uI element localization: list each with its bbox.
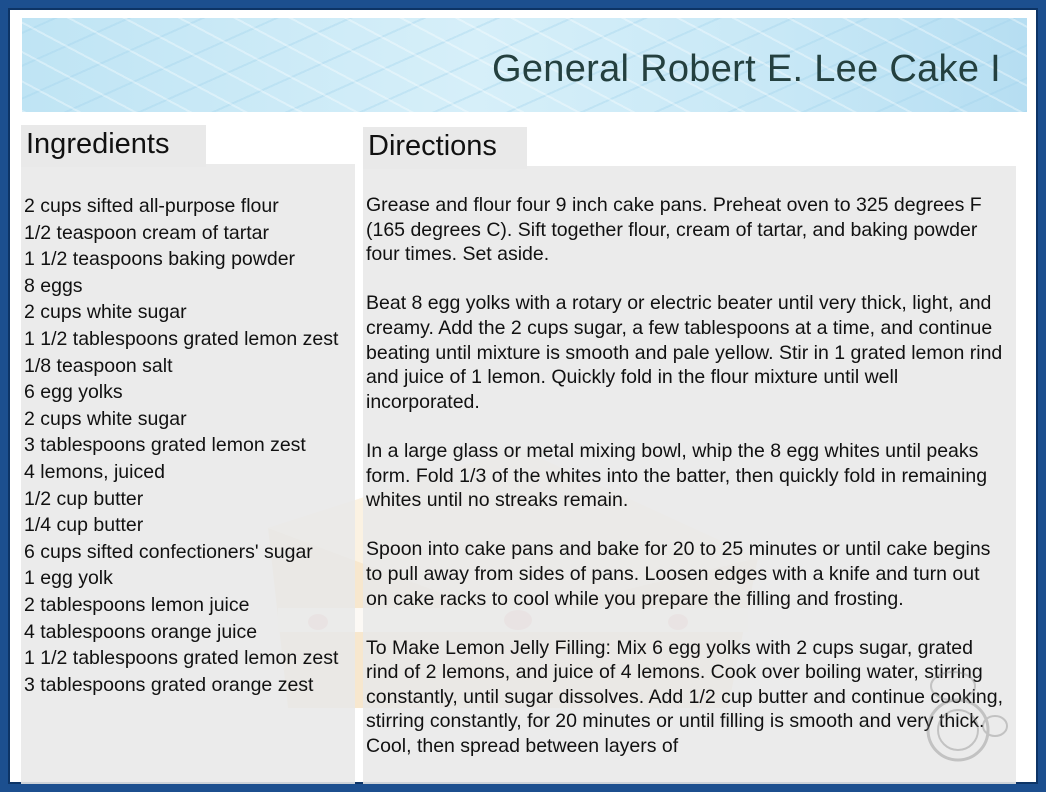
ingredient-item: 2 tablespoons lemon juice [24, 593, 250, 616]
ingredient-item: 2 cups white sugar [24, 407, 187, 430]
ingredient-item: 1 egg yolk [24, 567, 113, 590]
ingredient-item: 1/2 teaspoon cream of tartar [24, 221, 269, 244]
ingredient-item: 1 1/2 tablespoons grated lemon zest [24, 327, 339, 350]
ingredient-item: 1/4 cup butter [24, 514, 144, 537]
ingredients-list [24, 193, 359, 698]
ingredient-item: 3 tablespoons grated lemon zest [24, 434, 306, 457]
direction-step: In a large glass or metal mixing bowl, whip the 8 egg whites until peaks form. Fold 1/3 of the whites into the batter, then quickly fold in remaining whites until no streaks remain. [366, 439, 988, 512]
direction-step: Grease and flour four 9 inch cake pans. Preheat oven to 325 degrees F (165 degrees C). Sift together flour, cream of tartar, and baking powder four times. Set aside. [366, 194, 982, 266]
chef-watermark-icon [913, 668, 1008, 778]
ingredient-item: 1 1/2 tablespoons grated lemon zest [24, 647, 339, 670]
ingredient-item: 3 tablespoons grated orange zest [24, 673, 314, 696]
ingredient-item: 6 cups sifted confectioners' sugar [24, 540, 313, 563]
direction-step: Spoon into cake pans and bake for 20 to 25 minutes or until cake begins to pull away from sides of pans. Loosen edges with a knife and turn out on cake racks to cool while you prepare the filling and frosting. [366, 538, 991, 610]
directions-text [366, 193, 1006, 783]
title-banner [22, 18, 1027, 112]
ingredient-item: 1/2 cup butter [24, 487, 144, 510]
recipe-title: General Robert E. Lee Cake I [491, 48, 1001, 90]
ingredients-heading: Ingredients [21, 125, 206, 167]
direction-step: To Make Lemon Jelly Filling: Mix 6 egg yolks with 2 cups sugar, grated rind of 2 lemons, and juice of 4 lemons. Cook over boiling water, stirring constantly, until sugar dissolves. Add 1/2 cup butter and continue cooking, stirring constantly, for 20 minutes or until filling is smooth and very thick. Cool, then spread between layers of [366, 636, 1004, 758]
ingredient-item: 4 tablespoons orange juice [24, 620, 258, 643]
direction-step: Beat 8 egg yolks with a rotary or electric beater until very thick, light, and creamy. Add the 2 cups sugar, a few tablespoons at a time, and continue beating until mixture is smooth and pale yellow. Stir in 1 grated lemon rind and juice of 1 lemon. Quickly fold in the flour mixture until well incorporated. [366, 292, 1003, 413]
ingredient-item: 4 lemons, juiced [24, 460, 165, 483]
ingredient-item: 8 eggs [24, 274, 83, 297]
ingredient-item: 2 cups white sugar [24, 301, 187, 324]
slide-frame [8, 8, 1038, 784]
ingredient-item: 1 1/2 teaspoons baking powder [24, 248, 296, 271]
ingredient-item: 6 egg yolks [24, 381, 123, 404]
ingredient-item: 2 cups sifted all-purpose flour [24, 195, 279, 217]
directions-heading: Directions [363, 127, 527, 169]
ingredient-item: 1/8 teaspoon salt [24, 354, 173, 377]
